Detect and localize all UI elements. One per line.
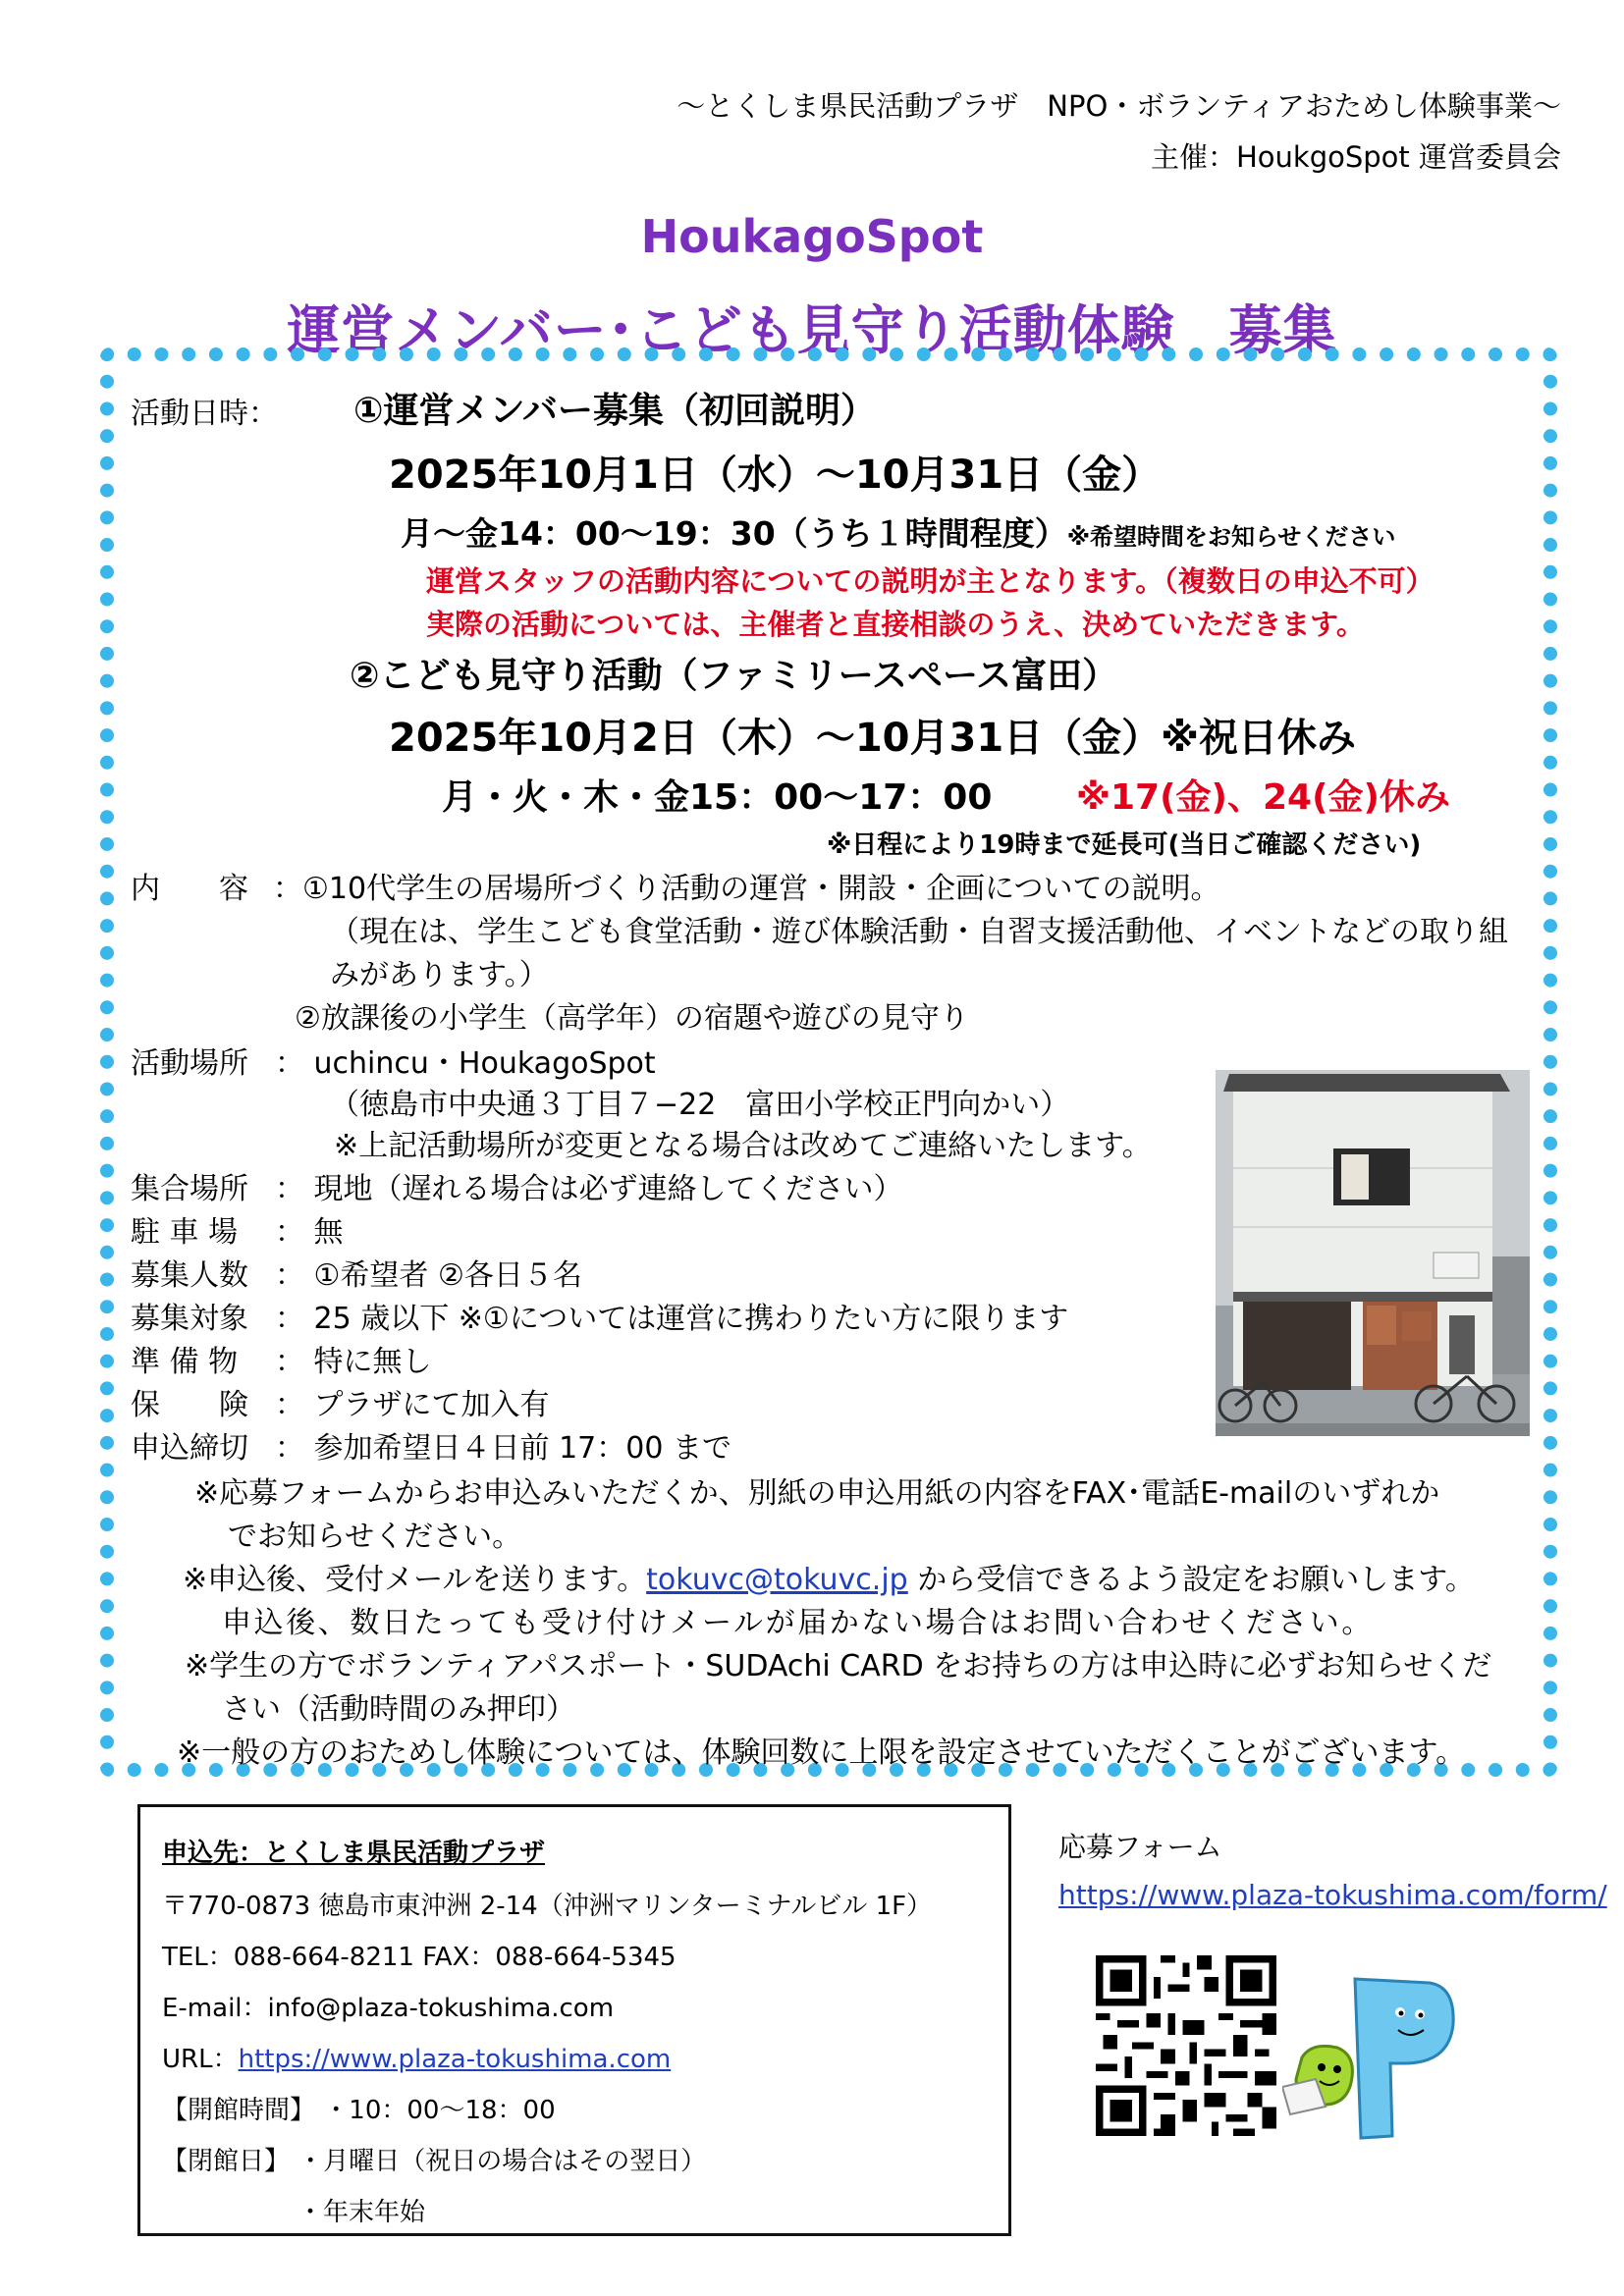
count-label: 募集人数 — [131, 1258, 248, 1293]
note-1a: ※応募フォームからお申込みいただくか、別紙の申込用紙の内容をFAX･電話E-mailのいずれか — [194, 1476, 1440, 1511]
schedule-label: 活動日時： — [131, 397, 278, 431]
contact-hours-label: 【開館時間】 — [162, 2096, 316, 2125]
schedule-2-dates: 2025年10月2日（木）～10月31日（金）※祝日休み — [389, 716, 1357, 761]
content-line-1: ：①10代学生の居場所づくり活動の運営・開設・企画についての説明。 — [273, 872, 1220, 906]
brand-title: HoukagoSpot — [640, 210, 984, 263]
contact-hours-row — [162, 2090, 556, 2126]
content-line-2: （現在は、学生こども食堂活動・遊び体験活動・自習支援活動他、イベントなどの取り組 — [330, 915, 1508, 949]
insurance-label: 保 険 — [131, 1388, 248, 1422]
contact-hours: ・10：00～18：00 — [323, 2096, 556, 2125]
parking-value: ： 無 — [275, 1215, 344, 1250]
contact-closed-1: ・月曜日（祝日の場合はその翌日） — [298, 2147, 707, 2176]
contact-closed-label: 【閉館日】 — [162, 2147, 291, 2176]
schedule-2-title: ②こども見守り活動（ファミリースペース富田） — [350, 656, 1118, 696]
contact-url-link[interactable]: https://www.plaza-tokushima.com — [238, 2045, 672, 2074]
plaza-mascot-logo — [1282, 1969, 1463, 2154]
venue-photo — [1216, 1070, 1530, 1436]
meet-label: 集合場所 — [131, 1172, 248, 1206]
target-label: 募集対象 — [131, 1302, 248, 1336]
schedule-2-note: ※日程により19時まで延長可(当日ご確認ください) — [827, 830, 1422, 860]
schedule-1-time-note: ※希望時間をお知らせください — [1066, 523, 1396, 551]
form-label: 応募フォーム — [1058, 1831, 1222, 1863]
contact-closed-row — [162, 2141, 706, 2177]
note-2-email-link[interactable]: tokuvc@tokuvc.jp — [646, 1563, 908, 1597]
meet-value: ： 現地（遅れる場合は必ず連絡してください） — [275, 1172, 903, 1206]
parking-label: 駐 車 場 — [131, 1215, 239, 1250]
schedule-1-time-row — [401, 508, 1395, 555]
qr-code[interactable] — [1096, 1955, 1276, 2136]
schedule-1-time: 月～金14：00～19：30（うち１時間程度） — [401, 514, 1067, 553]
schedule-1-title: ①運営メンバー募集（初回説明） — [353, 391, 876, 431]
contact-box — [137, 1804, 1011, 2236]
schedule-2-time: 月・火・木・金15：00～17：00 — [442, 777, 993, 818]
count-value: ： ①希望者 ②各日５名 — [275, 1258, 582, 1293]
place-note: ※上記活動場所が変更となる場合は改めてご連絡いたします。 — [334, 1129, 1152, 1163]
place-label: 活動場所 — [131, 1046, 248, 1081]
schedule-1-red-note-1: 運営スタッフの活動内容についての説明が主となります。（複数日の申込不可） — [426, 564, 1435, 598]
note-2a: ※申込後、受付メールを送ります。 — [183, 1563, 647, 1597]
items-value: ： 特に無し — [275, 1345, 432, 1379]
place-value: ： uchincu・HoukagoSpot — [275, 1046, 656, 1081]
form-url-link[interactable]: https://www.plaza-tokushima.com/form/ — [1058, 1879, 1607, 1911]
note-1b: でお知らせください。 — [228, 1520, 522, 1554]
deadline-label: 申込締切 — [131, 1431, 248, 1466]
program-name: ～とくしま県民活動プラザ NPO・ボランティアおためし体験事業～ — [677, 89, 1561, 123]
items-label: 準 備 物 — [131, 1345, 239, 1379]
schedule-1-dates: 2025年10月1日（水）～10月31日（金） — [389, 453, 1162, 498]
note-4a: ※学生の方でボランティアパスポート・SUDAchi CARD をお持ちの方は申込時に必ずお知らせくだ — [185, 1649, 1492, 1683]
deadline-value: ： 参加希望日４日前 17：00 まで — [275, 1431, 731, 1466]
place-address: （徳島市中央通３丁目７−22 富田小学校正門向かい） — [330, 1088, 1070, 1122]
contact-url-label: URL： — [162, 2045, 239, 2074]
content-line-4: ②放課後の小学生（高学年）の宿題や遊びの見守り — [295, 1001, 969, 1036]
note-4b: さい（活動時間のみ押印） — [222, 1692, 575, 1727]
contact-heading: 申込先：とくしま県民活動プラザ — [162, 1839, 546, 1868]
organizer: 主催：HoukgoSpot 運営委員会 — [1150, 140, 1561, 174]
target-value: ： 25 歳以下 ※①については運営に携わりたい方に限ります — [275, 1302, 1069, 1336]
contact-tel-fax: TEL：088-664-8211 FAX：088-664-5345 — [162, 1943, 677, 1972]
contact-email: E-mail：info@plaza-tokushima.com — [162, 1994, 615, 2023]
note-5: ※一般の方のおためし体験については、体験回数に上限を設定させていただくことがございます。 — [177, 1735, 1466, 1770]
note-3: 申込後、数日たっても受け付けメールが届かない場合はお問い合わせください。 — [222, 1606, 1374, 1640]
insurance-value: ： プラザにて加入有 — [275, 1388, 550, 1422]
content-line-3: みがあります。） — [330, 958, 549, 992]
content-label: 内 容 — [131, 872, 248, 906]
schedule-2-off-days: ※17(金)、24(金)休み — [1076, 777, 1451, 818]
contact-address: 〒770-0873 徳島市東沖洲 2-14（沖洲マリンターミナルビル 1F） — [162, 1892, 933, 1921]
contact-closed-2: ・年末年始 — [298, 2198, 426, 2227]
contact-url-row — [162, 2039, 671, 2075]
schedule-1-red-note-2: 実際の活動については、主催者と直接相談のうえ、決めていただきます。 — [426, 608, 1365, 641]
note-2 — [183, 1555, 1475, 1598]
main-title: 運営メンバー･こども見守り活動体験 募集 — [287, 299, 1337, 361]
note-2b: から受信できるよう設定をお願いします。 — [907, 1563, 1475, 1597]
